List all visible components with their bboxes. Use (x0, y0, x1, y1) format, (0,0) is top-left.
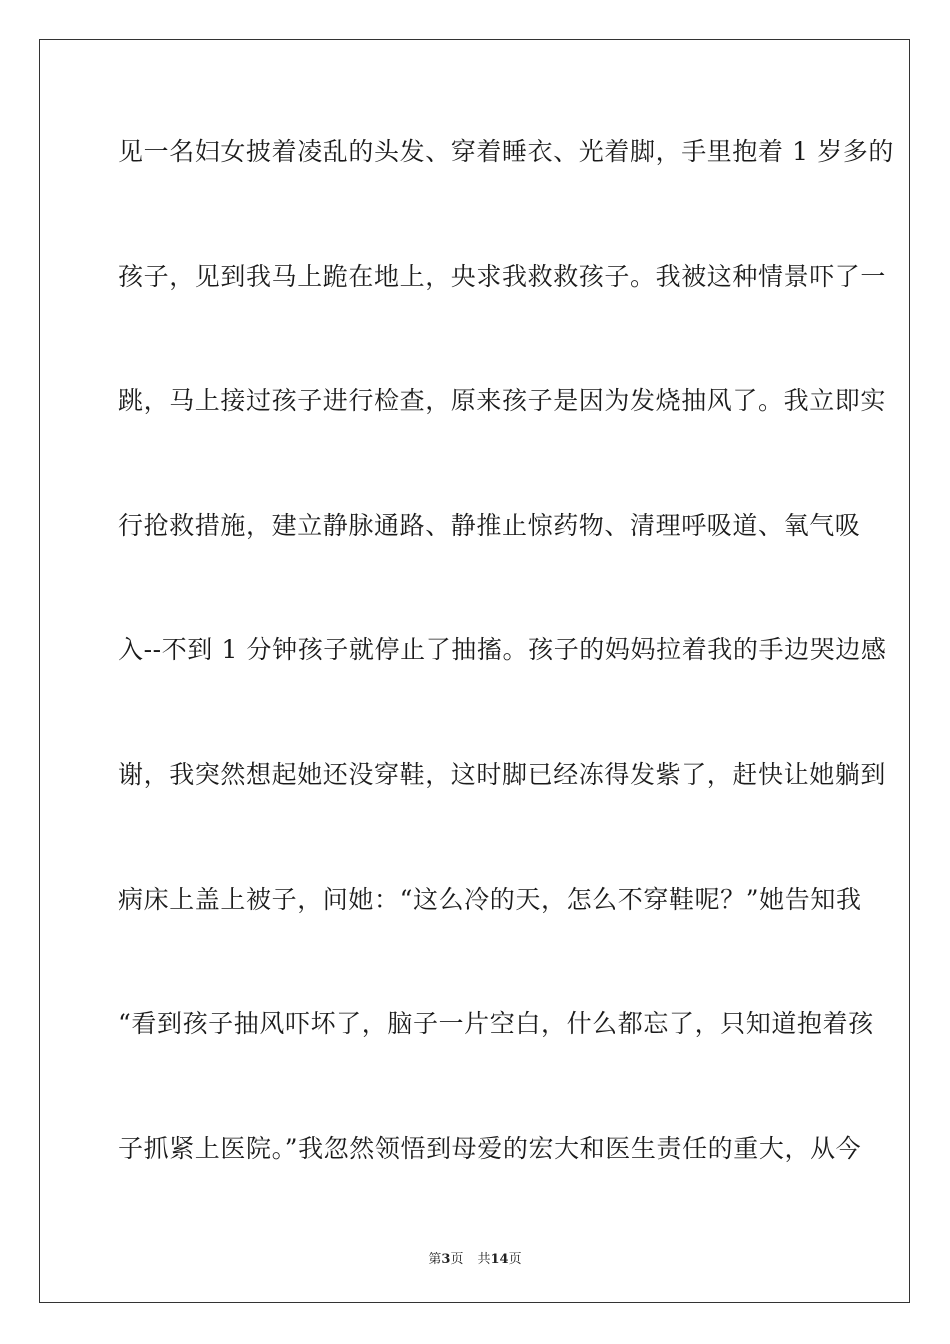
text-line: 病床上盖上被子，问她：“这么冷的天，怎么不穿鞋呢？”她告知我 (118, 884, 862, 914)
text-line: 孩子，见到我马上跪在地上，央求我救救孩子。我被这种情景吓了一 (118, 261, 887, 291)
text-line: 跳，马上接过孩子进行检查，原来孩子是因为发烧抽风了。我立即实 (118, 386, 887, 416)
total-prefix: 共 (477, 1252, 491, 1267)
text-line: “看到孩子抽风吓坏了，脑子一片空白，什么都忘了，只知道抱着孩 (118, 1009, 874, 1039)
page-prefix: 第 (428, 1252, 442, 1267)
text-line: 见一名妇女披着凌乱的头发、穿着睡衣、光着脚，手里抱着 1 岁多的 (118, 137, 895, 166)
text-line: 谢，我突然想起她还没穿鞋，这时脚已经冻得发紫了，赶快让她躺到 (118, 759, 887, 789)
text-line: 子抓紧上医院。”我忽然领悟到母爱的宏大和医生责任的重大，从今 (118, 1133, 862, 1163)
total-suffix: 页 (508, 1252, 522, 1267)
page-suffix: 页 (450, 1252, 464, 1267)
text-line: 行抢救措施，建立静脉通路、静推止惊药物、清理呼吸道、氧气吸 (118, 510, 861, 540)
body-text (118, 132, 895, 1253)
total-pages: 14 (490, 1252, 509, 1267)
page-number: 3 (441, 1252, 451, 1267)
text-line: 入--不到 1 分钟孩子就停止了抽搐。孩子的妈妈拉着我的手边哭边感 (118, 635, 887, 665)
page-footer (0, 1248, 950, 1267)
